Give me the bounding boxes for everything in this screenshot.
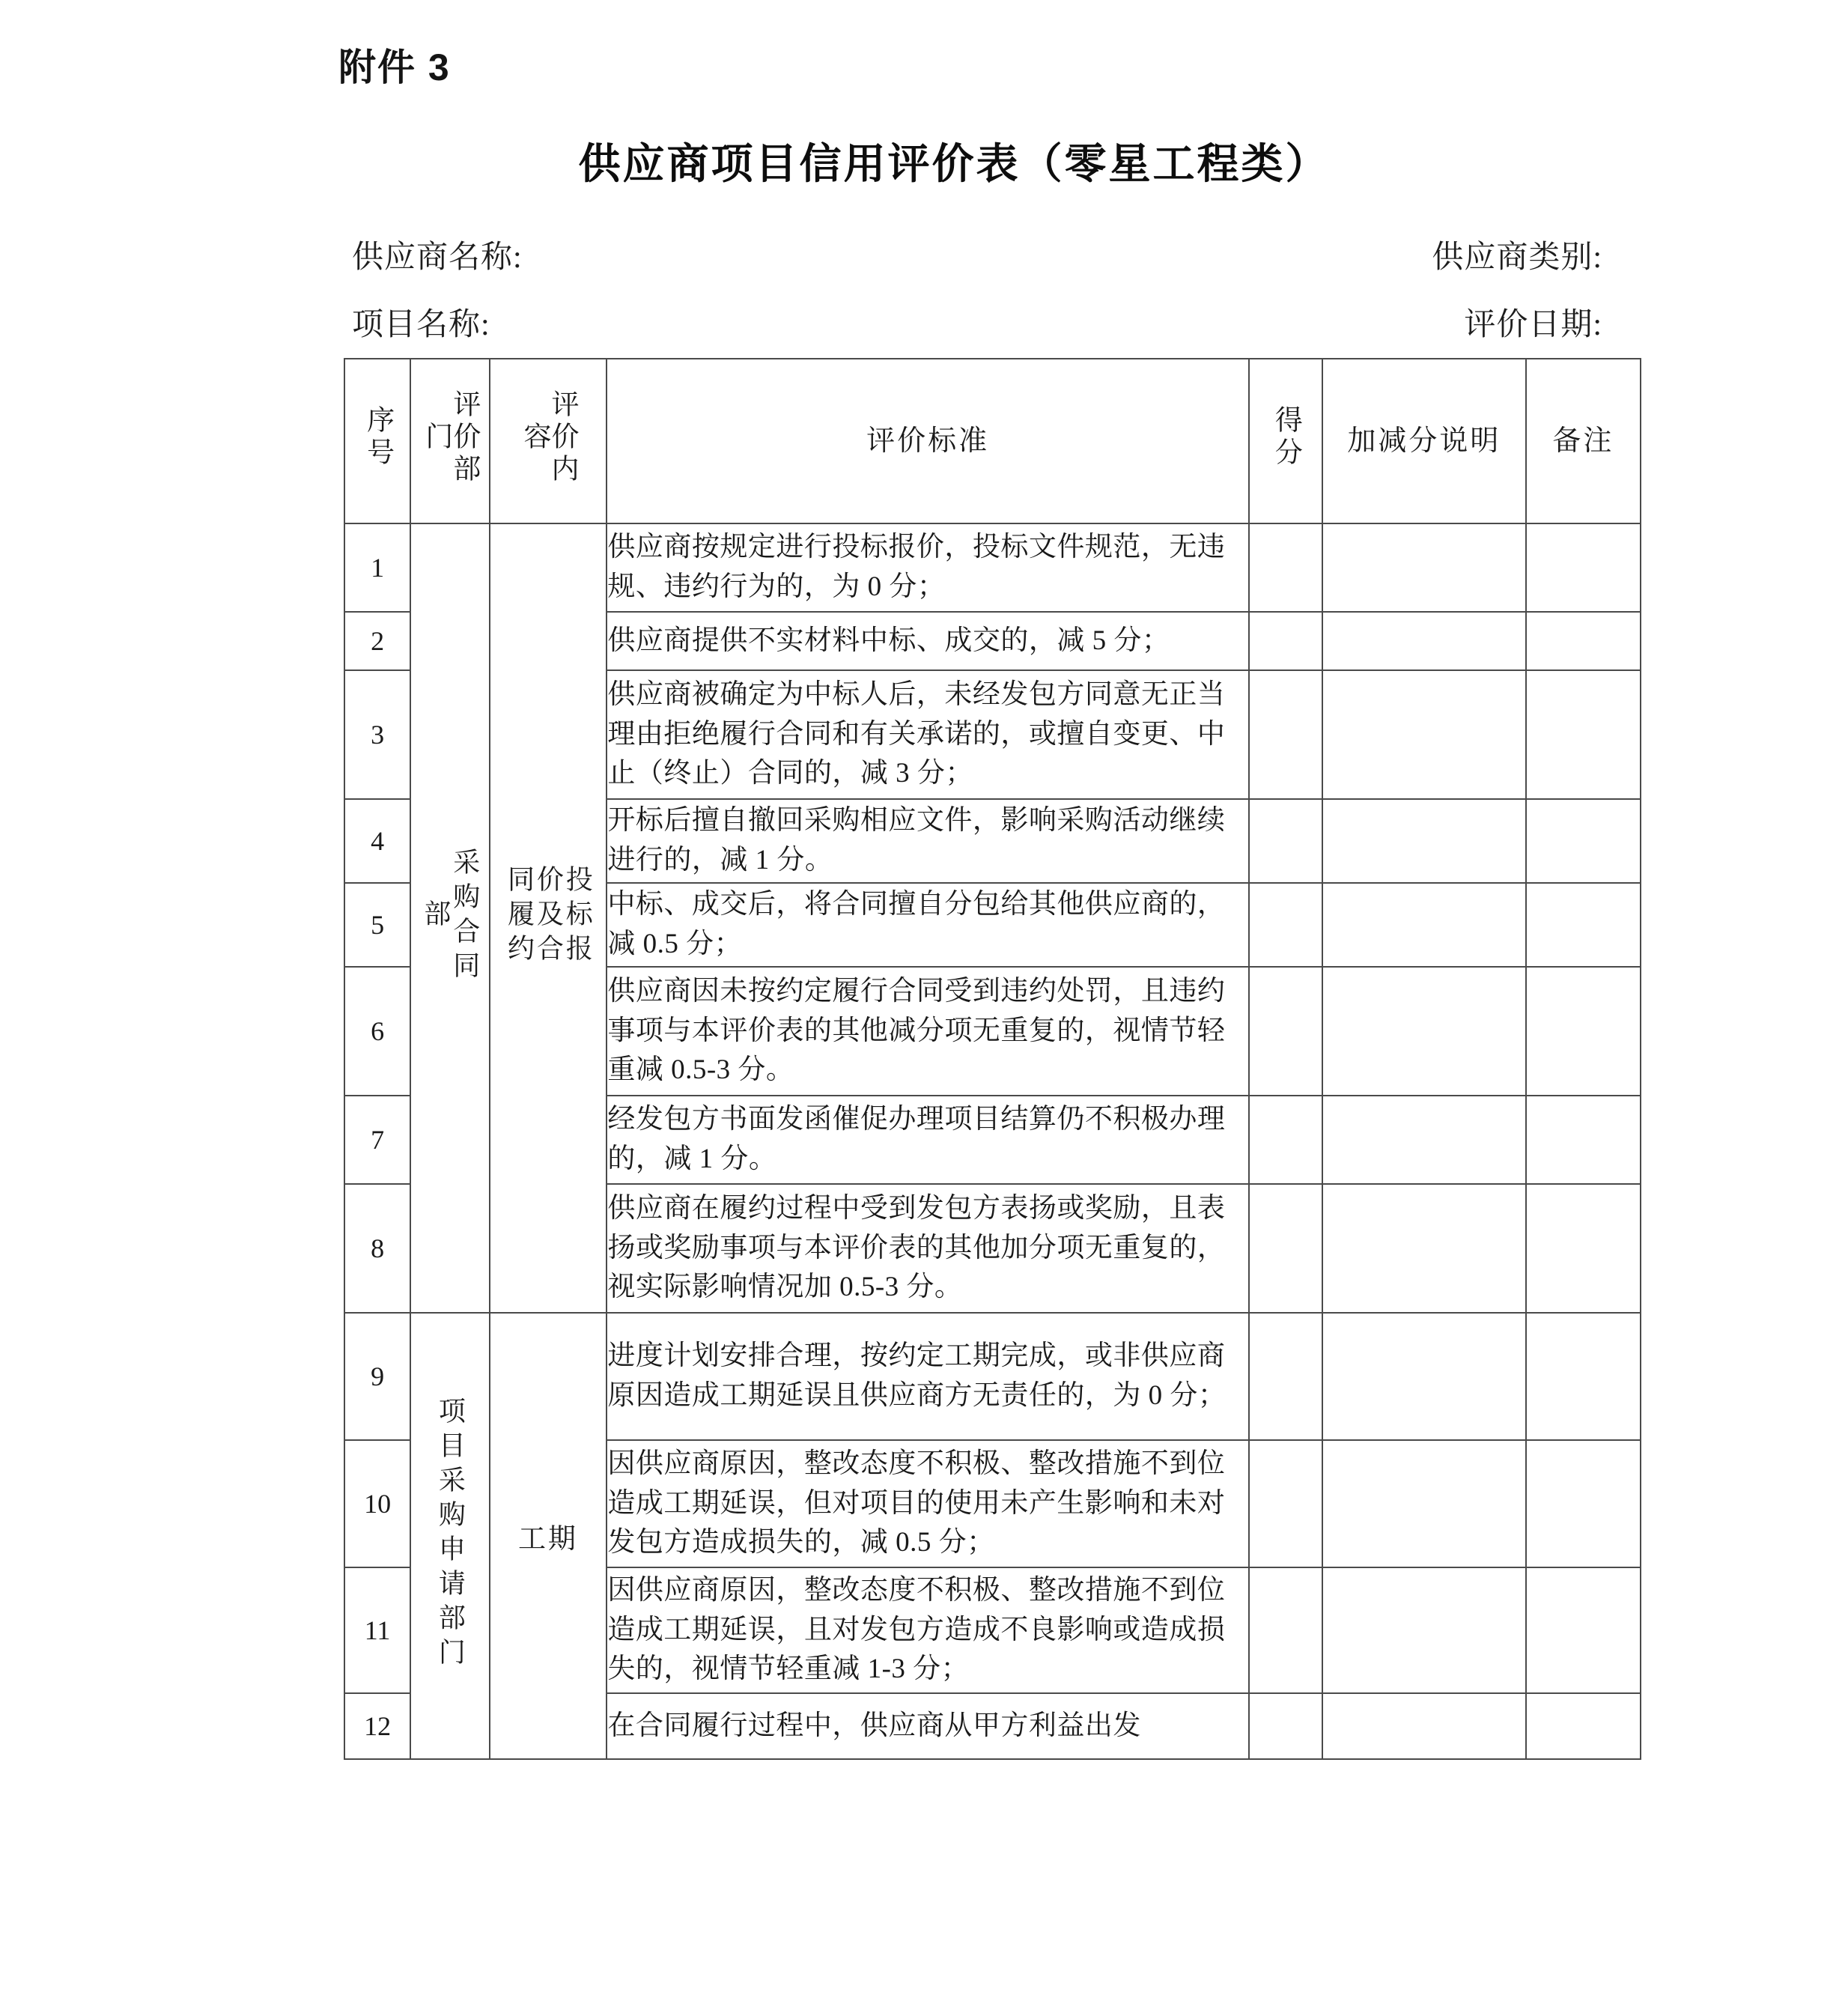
row-note[interactable] xyxy=(1322,967,1526,1096)
row-score[interactable] xyxy=(1249,1184,1322,1313)
row-note[interactable] xyxy=(1322,1184,1526,1313)
header-seq-label: 序号 xyxy=(362,405,393,470)
group-content-cell: 工期 xyxy=(490,1313,607,1759)
attachment-label: 附件 3 xyxy=(338,46,451,88)
row-standard: 在合同履行过程中，供应商从甲方利益出发 xyxy=(607,1693,1249,1759)
row-standard: 供应商在履约过程中受到发包方表扬或奖励，且表扬或奖励事项与本评价表的其他加分项无重复的，视实际影响情况加 0.5-3 分。 xyxy=(607,1184,1249,1313)
row-seq: 9 xyxy=(344,1313,410,1440)
meta-row-supplier xyxy=(352,232,1737,277)
table-row xyxy=(344,1313,1641,1440)
group-dept-label: 项目采购申请部门 xyxy=(435,1396,466,1672)
row-standard: 中标、成交后，将合同擅自分包给其他供应商的，减 0.5 分； xyxy=(607,883,1249,967)
row-remark[interactable] xyxy=(1526,1693,1641,1759)
row-seq: 5 xyxy=(344,883,410,967)
supplier-name-label: 供应商名称: xyxy=(352,240,523,275)
header-content xyxy=(490,359,607,523)
row-score[interactable] xyxy=(1249,1313,1322,1440)
row-standard: 因供应商原因，整改态度不积极、整改措施不到位造成工期延误，且对发包方造成不良影响或造成损失的，视情节轻重减 1-3 分； xyxy=(607,1567,1249,1693)
row-seq: 8 xyxy=(344,1184,410,1313)
row-note[interactable] xyxy=(1322,1567,1526,1693)
row-standard: 供应商因未按约定履行合同受到违约处罚，且违约事项与本评价表的其他减分项无重复的，视情节轻重减 0.5-3 分。 xyxy=(607,967,1249,1096)
row-note[interactable] xyxy=(1322,1440,1526,1567)
row-standard: 经发包方书面发函催促办理项目结算仍不积极办理的，减 1 分。 xyxy=(607,1096,1249,1184)
row-remark[interactable] xyxy=(1526,799,1641,883)
row-note[interactable] xyxy=(1322,1096,1526,1184)
row-score[interactable] xyxy=(1249,799,1322,883)
row-seq: 2 xyxy=(344,612,410,670)
row-remark[interactable] xyxy=(1526,612,1641,670)
project-name-label: 项目名称: xyxy=(352,308,490,342)
header-remark: 备注 xyxy=(1526,359,1641,523)
row-score[interactable] xyxy=(1249,967,1322,1096)
row-score[interactable] xyxy=(1249,612,1322,670)
row-seq: 10 xyxy=(344,1440,410,1567)
header-dept xyxy=(410,359,489,523)
row-score[interactable] xyxy=(1249,1693,1322,1759)
row-seq: 4 xyxy=(344,799,410,883)
supplier-category-label: 供应商类别: xyxy=(1432,240,1602,275)
header-content-label: 评价内容 xyxy=(518,389,577,486)
evaluation-table xyxy=(344,358,1641,1760)
row-seq: 6 xyxy=(344,967,410,1096)
row-standard: 开标后擅自撤回采购相应文件，影响采购活动继续进行的，减 1 分。 xyxy=(607,799,1249,883)
row-remark[interactable] xyxy=(1526,1184,1641,1313)
row-note[interactable] xyxy=(1322,670,1526,799)
row-note[interactable] xyxy=(1322,1693,1526,1759)
row-note[interactable] xyxy=(1322,612,1526,670)
page-title: 供应商项目信用评价表（零星工程类） xyxy=(578,140,1330,187)
table-header-row xyxy=(344,359,1641,523)
row-remark[interactable] xyxy=(1526,1567,1641,1693)
row-remark[interactable] xyxy=(1526,967,1641,1096)
row-note[interactable] xyxy=(1322,1313,1526,1440)
header-score xyxy=(1249,359,1322,523)
row-remark[interactable] xyxy=(1526,523,1641,612)
row-score[interactable] xyxy=(1249,1567,1322,1693)
row-seq: 7 xyxy=(344,1096,410,1184)
header-seq xyxy=(344,359,410,523)
group-dept-cell xyxy=(410,1313,489,1759)
row-seq: 12 xyxy=(344,1693,410,1759)
row-remark[interactable] xyxy=(1526,670,1641,799)
header-note: 加减分说明 xyxy=(1322,359,1526,523)
meta-row-project xyxy=(352,300,1737,344)
evaluation-date-label: 评价日期: xyxy=(1464,308,1602,342)
row-standard: 供应商被确定为中标人后，未经发包方同意无正当理由拒绝履行合同和有关承诺的，或擅自变更、中止（终止）合同的，减 3 分； xyxy=(607,670,1249,799)
header-standard: 评价标准 xyxy=(607,359,1249,523)
header-dept-label: 评价部门 xyxy=(420,389,479,486)
row-seq: 3 xyxy=(344,670,410,799)
row-remark[interactable] xyxy=(1526,1313,1641,1440)
row-seq: 11 xyxy=(344,1567,410,1693)
row-standard: 供应商提供不实材料中标、成交的，减 5 分； xyxy=(607,612,1249,670)
row-standard: 供应商按规定进行投标报价，投标文件规范，无违规、违约行为的，为 0 分； xyxy=(607,523,1249,612)
row-score[interactable] xyxy=(1249,670,1322,799)
row-note[interactable] xyxy=(1322,883,1526,967)
row-note[interactable] xyxy=(1322,799,1526,883)
row-standard: 因供应商原因，整改态度不积极、整改措施不到位造成工期延误，但对项目的使用未产生影响和未对发包方造成损失的，减 0.5 分； xyxy=(607,1440,1249,1567)
row-remark[interactable] xyxy=(1526,1440,1641,1567)
row-note[interactable] xyxy=(1322,523,1526,612)
group-dept-cell xyxy=(410,523,489,1313)
row-score[interactable] xyxy=(1249,883,1322,967)
header-score-label: 得分 xyxy=(1270,405,1301,470)
row-score[interactable] xyxy=(1249,1440,1322,1567)
row-seq: 1 xyxy=(344,523,410,612)
row-remark[interactable] xyxy=(1526,1096,1641,1184)
row-score[interactable] xyxy=(1249,1096,1322,1184)
row-standard: 进度计划安排合理，按约定工期完成，或非供应商原因造成工期延误且供应商方无责任的，为 0 分； xyxy=(607,1313,1249,1440)
group-content-cell xyxy=(490,523,607,1313)
row-remark[interactable] xyxy=(1526,883,1641,967)
table-row xyxy=(344,523,1641,612)
group-content-label: 投标报价及合同履约 xyxy=(504,864,593,968)
group-dept-label: 采购合同部 xyxy=(420,847,480,986)
row-score[interactable] xyxy=(1249,523,1322,612)
